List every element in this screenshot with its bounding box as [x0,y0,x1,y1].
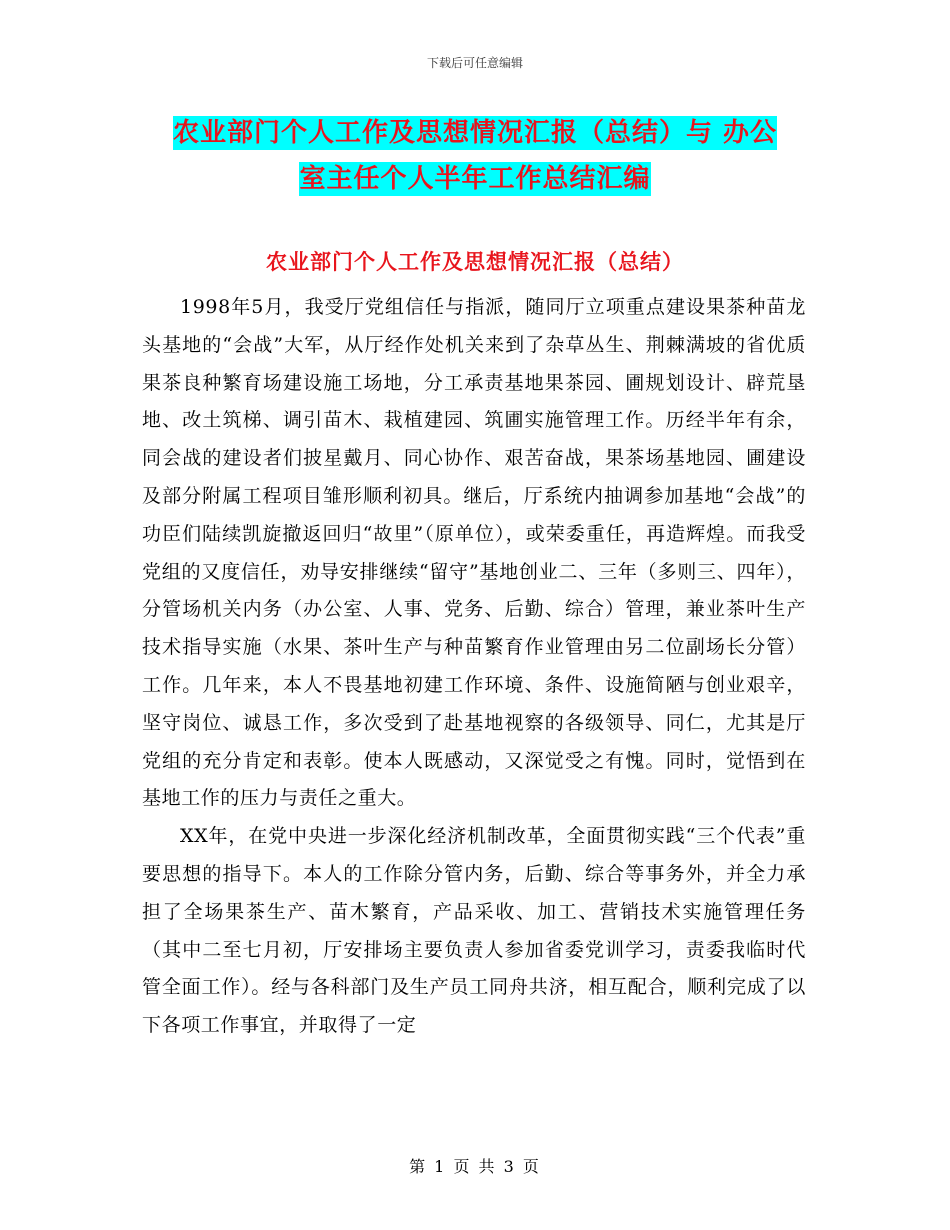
section-title: 农业部门个人工作及思想情况汇报（总结） [266,250,684,274]
document-title [140,110,810,202]
body-paragraph: 1998年5月，我受厅党组信任与指派，随同厅立项重点建设果茶种苗龙头基地的“会战”大军，从厅经作处机关来到了杂草丛生、荆棘满坡的省优质果茶良种繁育场建设施工场地，分工承责基地果茶园、圃规划设计、辟荒垦地、改土筑梯、调引苗木、栽植建园、筑圃实施管理工作。历经半年有余，同会战的建设者们披星戴月、同心协作、艰苦奋战，果茶场基地园、圃建设及部分附属工程项目雏形顺利初具。继后，厅系统内抽调参加基地“会战”的功臣们陆续凯旋撤返回归“故里”（原单位），或荣委重任，再造辉煌。而我受党组的又度信任，劝导安排继续“留守”基地创业二、三年（多则三、四年），分管场机关内务（办公室、人事、党务、后勤、综合）管理，兼业茶叶生产技术指导实施（水果、茶叶生产与种苗繁育作业管理由另二位副场长分管）工作。几年来，本人不畏基地初建工作环境、条件、设施简陋与创业艰辛，坚守岗位、诚恳工作，多次受到了赴基地视察的各级领导、同仁，尤其是厅党组的充分肯定和表彰。使本人既感动，又深觉受之有愧。同时，觉悟到在基地工作的压力与责任之重大。 [142,296,806,810]
header-note: 下载后可任意编辑 [426,56,523,70]
page-number: 第 1 页 共 3 页 [409,1157,541,1176]
document-title-line-1: 农业部门个人工作及思想情况汇报（总结）与 办公 [172,118,778,148]
document-body [142,289,806,1045]
document-title-line-2: 室主任个人半年工作总结汇编 [299,164,651,194]
body-paragraph: XX年，在党中央进一步深化经济机制改革，全面贯彻实践“三个代表”重要思想的指导下。本人的工作除分管内务，后勤、综合等事务外，并全力承担了全场果茶生产、苗木繁育，产品采收、加工、营销技术实施管理任务（其中二至七月初，厅安排场主要负责人参加省委党训学习，责委我临时代管全面工作）。经与各科部门及生产员工同舟共济，相互配合，顺利完成了以下各项工作事宜，并取得了一定 [142,825,806,1037]
